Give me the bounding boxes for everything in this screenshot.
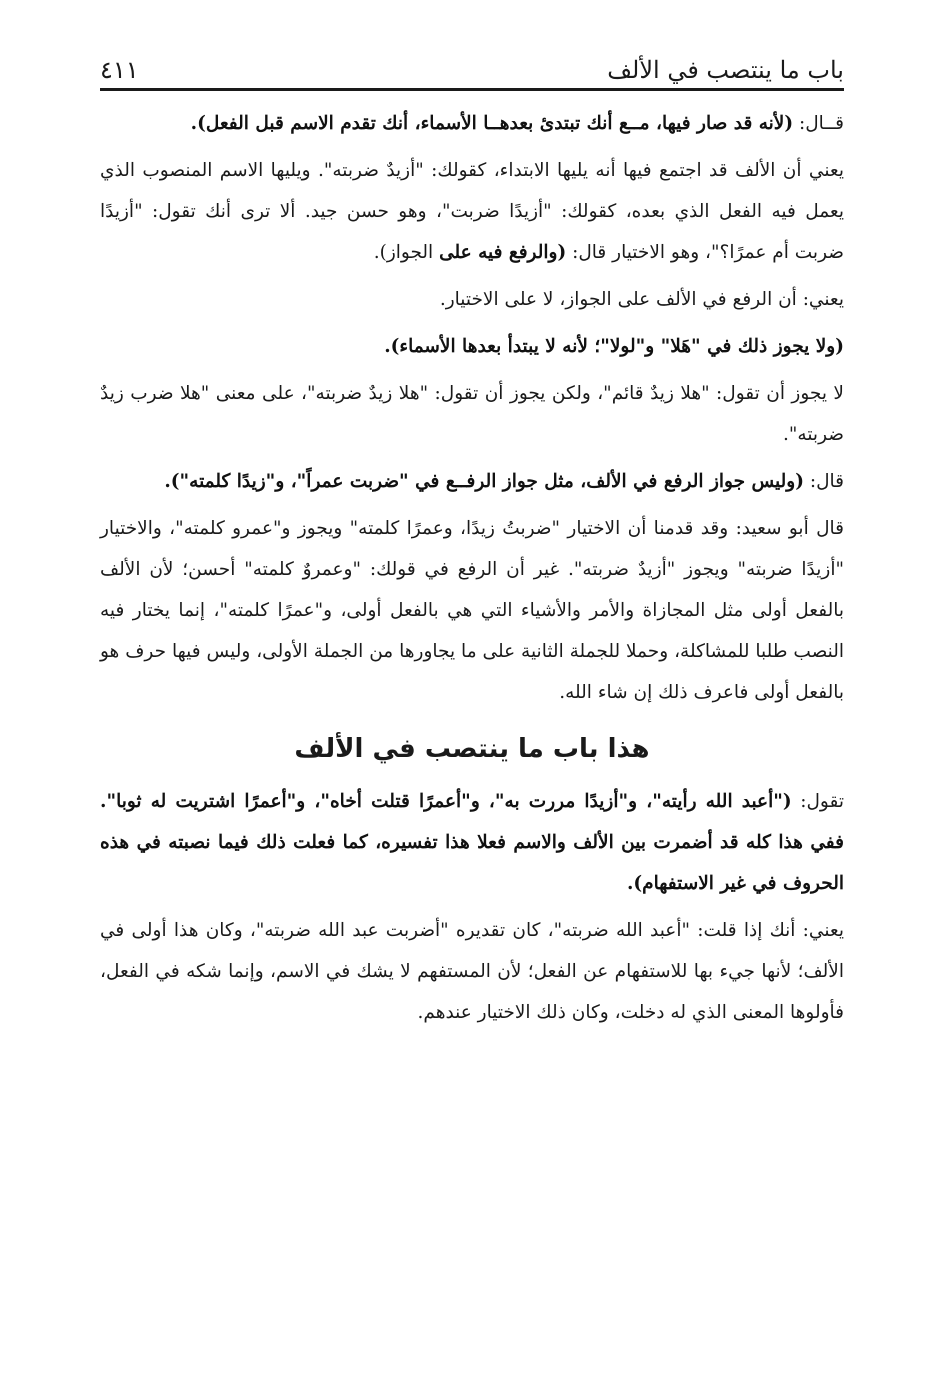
paragraph-9 (100, 910, 844, 1033)
paragraph-text: يعني أن الألف قد اجتمع فيها أنه يليها الابتداء، كقولك: "أزيدٌ ضربته". ويليها الاسم المنصوب الذي يعمل فيه الفعل الذي بعده، كقولك: "أزيدًا ضربت"، وهو حسن جيد. ألا ترى أنك تقول: "أزيدًا ضربت أم عمرًا؟"، وهو الاختيار قال: (100, 160, 844, 263)
quoted-text: ("أعبد الله رأيته"، و"أزيدًا مررت به"، و"أعمرًا قتلت أخاه"، و"أعمرًا اشتريت له ثوبا". ففي هذا كله قد أضمرت بين الألف والاسم فعلا هذا تفسيره، كما فعلت ذلك فيما نصبته في هذه الحروف في غير الاستفهام). (100, 791, 844, 894)
paragraph-4 (100, 326, 844, 367)
quoted-text: (وليس جواز الرفع في الألف، مثل جواز الرفــع في "ضربت عمراً"، و"زيدًا كلمته"). (164, 471, 804, 492)
paragraph-text: قال أبو سعيد: وقد قدمنا أن الاختيار "ضربتُ زيدًا، وعمرًا كلمته" ويجوز و"عمرو كلمته"، والاختيار "أزيدًا ضربته" ويجوز "أزيدٌ ضربته". غير أن الرفع في قولك: "وعمروٌ كلمته" أحسن؛ لأن الألف بالفعل أولى مثل المجازاة والأمر والأشياء التي هي بالفعل أولى، و"عمرًا كلمته"، إنما يختار فيه النصب طلبا للمشاكلة، وحملا للجملة الثانية على ما يجاورها من الجملة الأولى، وليس فيها حرف هو بالفعل أولى فاعرف ذلك إن شاء الله. (100, 518, 844, 703)
body-text (100, 103, 844, 713)
body-text-section (100, 781, 844, 1033)
paragraph-5 (100, 373, 844, 455)
page-number: ٤١١ (100, 56, 139, 84)
paragraph-text: تقول: (791, 791, 844, 812)
running-header (100, 40, 844, 88)
quoted-text: (لأنه قد صار فيها، مــع أنك تبتدئ بعدهــا الأسماء، أنك تقدم الاسم قبل الفعل). (190, 113, 794, 134)
paragraph-6 (100, 461, 844, 502)
paragraph-text: يعني: أن الرفع في الألف على الجواز، لا على الاختيار. (439, 289, 844, 310)
paragraph-text: لا يجوز أن تقول: "هلا زيدٌ قائم"، ولكن يجوز أن تقول: "هلا زيدٌ ضربته"، على معنى "هلا ضرب زيدٌ ضربته". (100, 383, 844, 445)
running-title: باب ما ينتصب في الألف (607, 56, 844, 84)
quoted-text: (ولا يجوز ذلك في "هَلا" و"لولا"؛ لأنه لا يبتدأ بعدها الأسماء). (384, 336, 844, 357)
paragraph-8 (100, 781, 844, 904)
paragraph-7 (100, 508, 844, 713)
paragraph-text: قال: (803, 471, 844, 492)
paragraph-text: قــال: (793, 113, 844, 134)
quoted-text: (والرفع فيه على (439, 242, 567, 263)
header-rule (100, 88, 844, 91)
paragraph-1 (100, 103, 844, 144)
paragraph-2 (100, 150, 844, 273)
paragraph-3 (100, 279, 844, 320)
paragraph-tail: الجواز). (373, 242, 440, 263)
section-heading: هذا باب ما ينتصب في الألف (294, 734, 650, 764)
paragraph-text: يعني: أنك إذا قلت: "أعبد الله ضربته"، كان تقديره "أضربت عبد الله ضربته"، وكان هذا أولى في الألف؛ لأنها جيء بها للاستفهام عن الفعل؛ لأن المستفهم لا يشك في الاسم، وإنما شكه في الفعل، فأولوها المعنى الذي له دخلت، وكان ذلك الاختيار عندهم. (100, 920, 844, 1023)
